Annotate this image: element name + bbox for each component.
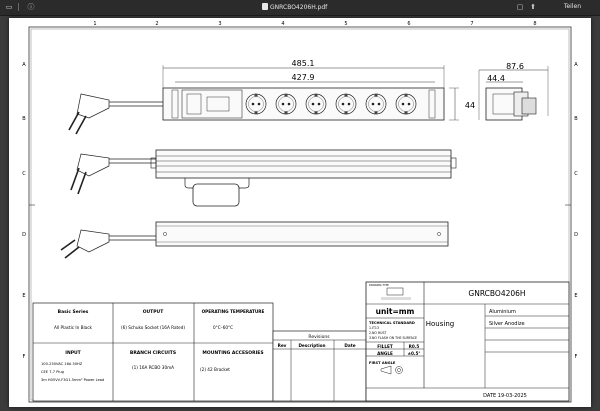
toolbar-divider [18,3,19,11]
zone-letter: D [22,232,26,238]
technical-standard-line: 3.NO FLASH ON THE SURFACE [369,336,417,340]
zone-number: 8 [533,21,537,27]
angle-value: ±0.5° [407,351,421,356]
zone-letter: F [574,354,578,360]
basic-series-value: All Plastic In Black [54,325,92,330]
zone-number: 2 [155,21,159,27]
zone-letter: D [574,232,578,238]
dimension-side-width: 87.6 [506,62,524,71]
pdf-file-icon [262,3,268,10]
output-value: (6) Schuko Socket (16A Rated) [120,325,186,330]
front-view [69,59,475,134]
output-title: OUTPUT [142,310,164,315]
zone-letter: A [574,62,578,68]
mounting-value: (2) 42 Bracket [200,367,230,372]
zone-number: 4 [281,21,285,27]
revisions-title: Revisions [308,335,330,340]
revisions-header: Date [344,343,356,348]
drawing-type-label: DRAWING TYPE [369,284,389,287]
viewer-toolbar [0,0,600,16]
schuko-plug [61,230,109,258]
pdf-page [9,18,591,407]
file-title [262,3,327,11]
basic-series-title: Basic Series [57,310,89,315]
logo-caption [381,297,411,300]
bottom-view [61,222,448,258]
op-temp-value: 0°C–60°C [212,325,234,330]
unit-label: unit=mm [375,307,415,316]
op-temp-title: OPERATING TEMPERATURE [201,309,265,314]
branch-value: (1) 16A RCBO 30mA [131,365,175,370]
part-name: Housing [425,320,455,328]
info-icon[interactable]: ⓘ [27,3,35,11]
strip-body-top [156,150,451,178]
title-block [366,282,569,401]
zone-letter: E [22,293,26,299]
zone-number: 1 [93,21,97,27]
material: Aluminium [489,309,516,315]
dimension-height: 44 [464,101,476,110]
share-button[interactable]: Teilen [563,3,581,10]
top-view [71,150,456,206]
strip-body-bottom [156,222,448,246]
mounting-title: MOUNTING ACCESORIES [202,351,264,356]
zone-letter: F [22,354,26,360]
zone-letter: B [574,116,578,122]
zone-number: 5 [344,21,348,27]
zone-letter: E [574,293,578,299]
angle-label: ANGLE [377,351,393,356]
zone-number: 6 [407,21,411,27]
zone-number: 7 [470,21,474,27]
technical-standard-line: 2.NO RUST [369,331,387,335]
spec-table [33,303,273,401]
zone-letter: B [22,116,26,122]
file-name: GNRCBO4206H.pdf [270,4,328,11]
technical-standard-line: 1.IT13 [369,326,379,330]
drawing-date: DATE 19-03-2025 [483,393,527,399]
zone-letter: C [22,171,26,177]
rcbo-top [193,184,239,206]
dimension-inner: 427.9 [291,73,315,82]
input-title: INPUT [65,351,81,356]
dimension-overall: 485.1 [291,59,315,68]
share-icon[interactable]: ⬆ [530,3,536,11]
revisions-header: Description [298,343,326,348]
technical-drawing [9,18,591,407]
input-line: 3m H05VV-F3G1.5mm² Power Lead [41,378,105,382]
dimension-side-inner: 44.4 [487,74,505,83]
schuko-plug [71,154,109,194]
zone-number: 3 [218,21,222,27]
finish: Silver Anodize [489,321,525,327]
fillet-value: R0.5 [408,344,420,349]
fillet-label: FILLET [377,344,393,349]
schuko-plug [69,94,109,134]
input-line: CEE 7-7 Plug [41,370,64,374]
branch-title: BRANCH CIRCUITS [129,351,177,356]
comment-icon[interactable]: ▢ [516,3,524,11]
technical-standard-label: TECHNICAL STANDARD [369,321,415,325]
sidebar-icon[interactable]: ▭ [5,3,13,11]
input-line: 100-250VAC 16A 50HZ [41,362,83,366]
side-view [479,62,548,120]
revisions-header: Rev [277,343,287,348]
revisions-table [273,331,366,401]
zone-letter: A [22,62,26,68]
part-number: GNRCBO4206H [468,289,526,298]
first-angle-label: FIRST ANGLE [369,361,396,365]
zone-letter: C [574,171,578,177]
